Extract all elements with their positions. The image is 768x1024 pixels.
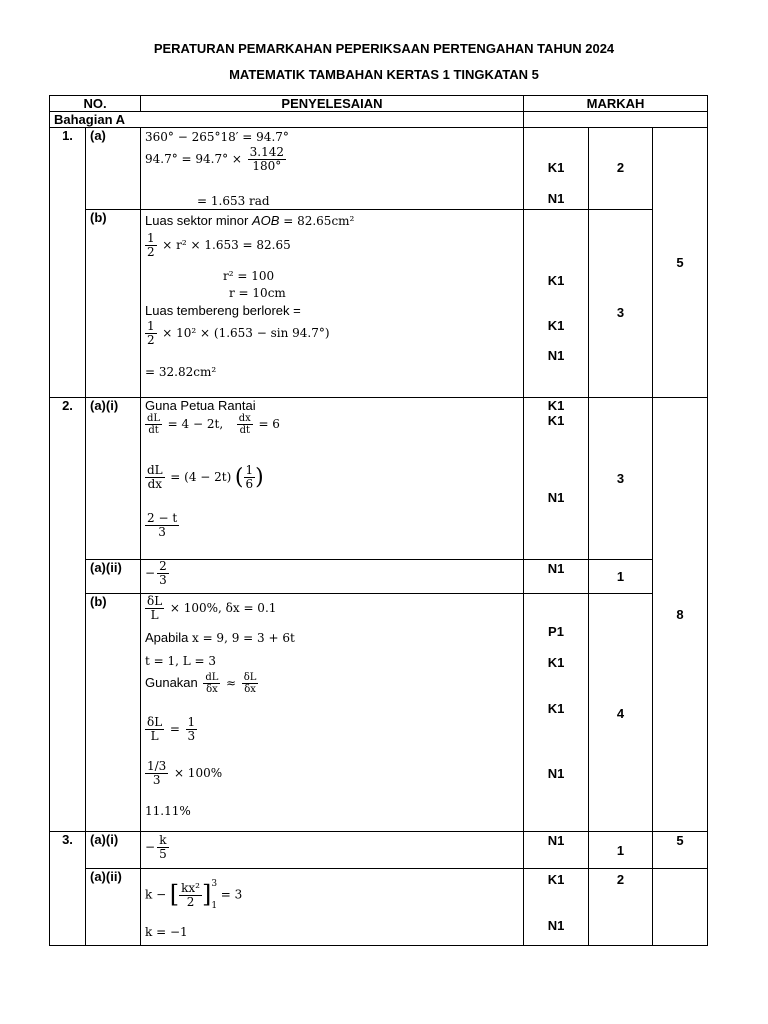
solution-line: $\frac{1}{2}$ × r² × 1.653 = 82.65	[147, 231, 291, 259]
marking-scheme-table	[49, 95, 708, 946]
subtotal-cell	[589, 594, 653, 832]
mark-code: K1	[547, 701, 565, 716]
solution-line: r = 10cm	[229, 286, 286, 300]
mark-code: N1	[547, 833, 565, 848]
solution-line: − $\frac{k}{5}$	[145, 833, 167, 861]
solution-line: $\frac{dL}{dt}$ = 4 − 2t, $\frac{dx}{dt}$ = 6	[147, 413, 280, 436]
subtotal: 2	[616, 872, 625, 887]
question-number: 1.	[50, 128, 86, 398]
mark-cell	[524, 128, 589, 210]
solution-cell	[141, 210, 524, 398]
mark-code: N1	[547, 191, 565, 206]
mark-code: K1	[547, 273, 565, 288]
part-label: (a)(ii)	[86, 869, 141, 946]
mark-code: N1	[547, 348, 565, 363]
mark-code: N1	[547, 561, 565, 576]
mark-code: K1	[547, 398, 565, 413]
solution-line: $\frac{dL}{dx}$ = (4 − 2t) ( $\frac{1}{6}$ )	[147, 463, 264, 491]
subtotal-cell	[589, 869, 653, 946]
mark-code: N1	[547, 918, 565, 933]
solution-line: $\frac{2 - t}{3}$	[147, 511, 178, 539]
mark-cell	[524, 594, 589, 832]
part-label: (b)	[86, 594, 141, 832]
solution-line: Apabila x = 9, 9 = 3 + 6t	[145, 630, 295, 645]
mark-code: K1	[547, 318, 565, 333]
mark-code: N1	[547, 490, 565, 505]
solution-line: k = −1	[145, 925, 188, 939]
solution-line: r² = 100	[223, 269, 275, 283]
solution-cell	[141, 869, 524, 946]
mark-cell	[524, 210, 589, 398]
mark-code: K1	[547, 655, 565, 670]
solution-cell	[141, 832, 524, 869]
mark-code: N1	[547, 766, 565, 781]
solution-line: $\frac{1/3}{3}$ × 100%	[147, 759, 223, 787]
subtotal-cell	[589, 210, 653, 398]
solution-line: $\frac{\delta L}{L}$ = $\frac{1}{3}$	[147, 715, 196, 743]
subtotal: 2	[616, 160, 625, 175]
part-label: (a)(i)	[86, 832, 141, 869]
solution-line: k − [ $\frac{\text{kx²}}{2}$ ] 3 1 = 3	[145, 879, 243, 911]
mark-cell	[524, 832, 589, 869]
solution-cell	[141, 398, 524, 560]
subtotal: 3	[616, 471, 625, 486]
solution-line: $\frac{1}{2}$ × 10² × (1.653 − sin 94.7°)	[147, 319, 330, 347]
question-number: 3.	[50, 832, 86, 946]
subtotal-cell	[589, 398, 653, 560]
solution-line: 360° − 265°18′ = 94.7°	[145, 130, 289, 144]
mark-cell	[524, 398, 589, 560]
part-label: (b)	[86, 210, 141, 398]
subtotal-cell	[589, 128, 653, 210]
solution-cell	[141, 560, 524, 594]
header-no: NO.	[50, 96, 141, 112]
mark-code: K1	[547, 872, 565, 887]
solution-line: Luas tembereng berlorek =	[145, 303, 301, 318]
solution-line: = 32.82cm²	[145, 365, 217, 379]
solution-line: 11.11%	[145, 804, 191, 818]
question-total: 8	[653, 398, 708, 832]
solution-line: = 1.653 rad	[197, 194, 270, 208]
header-marks: MARKAH	[524, 96, 708, 112]
mark-code: P1	[548, 624, 564, 639]
mark-code: K1	[547, 413, 565, 428]
section-label: Bahagian A	[50, 112, 524, 128]
solution-cell	[141, 128, 524, 210]
part-label: (a)(ii)	[86, 560, 141, 594]
solution-line: Guna Petua Rantai	[145, 398, 256, 413]
document-title: PERATURAN PEMARKAHAN PEPERIKSAAN PERTENGAHAN TAHUN 2024	[153, 41, 615, 56]
subtotal: 3	[616, 305, 625, 320]
subtotal: 4	[616, 706, 625, 721]
part-label: (a)	[86, 128, 141, 210]
question-number: 2.	[50, 398, 86, 832]
subtotal-cell	[589, 832, 653, 869]
question-total: 5	[653, 128, 708, 398]
subtotal-cell	[589, 560, 653, 594]
solution-cell	[141, 594, 524, 832]
subtotal: 1	[616, 569, 625, 584]
mark-cell	[524, 560, 589, 594]
header-solution: PENYELESAIAN	[141, 96, 524, 112]
solution-line: 94.7° = 94.7° × $\frac{3.142}{180^\circ}$	[145, 145, 284, 173]
solution-line: Gunakan $\frac{dL}{\delta x}$ ≈ $\frac{\delta L}{\delta x}$	[145, 672, 257, 695]
mark-cell	[524, 869, 589, 946]
solution-line: − $\frac{2}{3}$	[145, 559, 167, 587]
question-total: 5	[653, 832, 708, 869]
subtotal: 1	[616, 843, 625, 858]
mark-code: K1	[547, 160, 565, 175]
solution-line: Luas sektor minor AOB = 82.65cm²	[145, 213, 355, 228]
document-subtitle: MATEMATIK TAMBAHAN KERTAS 1 TINGKATAN 5	[229, 67, 539, 82]
solution-line: $\frac{\delta L}{L}$ × 100%, δx = 0.1	[147, 594, 277, 622]
part-label: (a)(i)	[86, 398, 141, 560]
solution-line: t = 1, L = 3	[145, 654, 217, 668]
